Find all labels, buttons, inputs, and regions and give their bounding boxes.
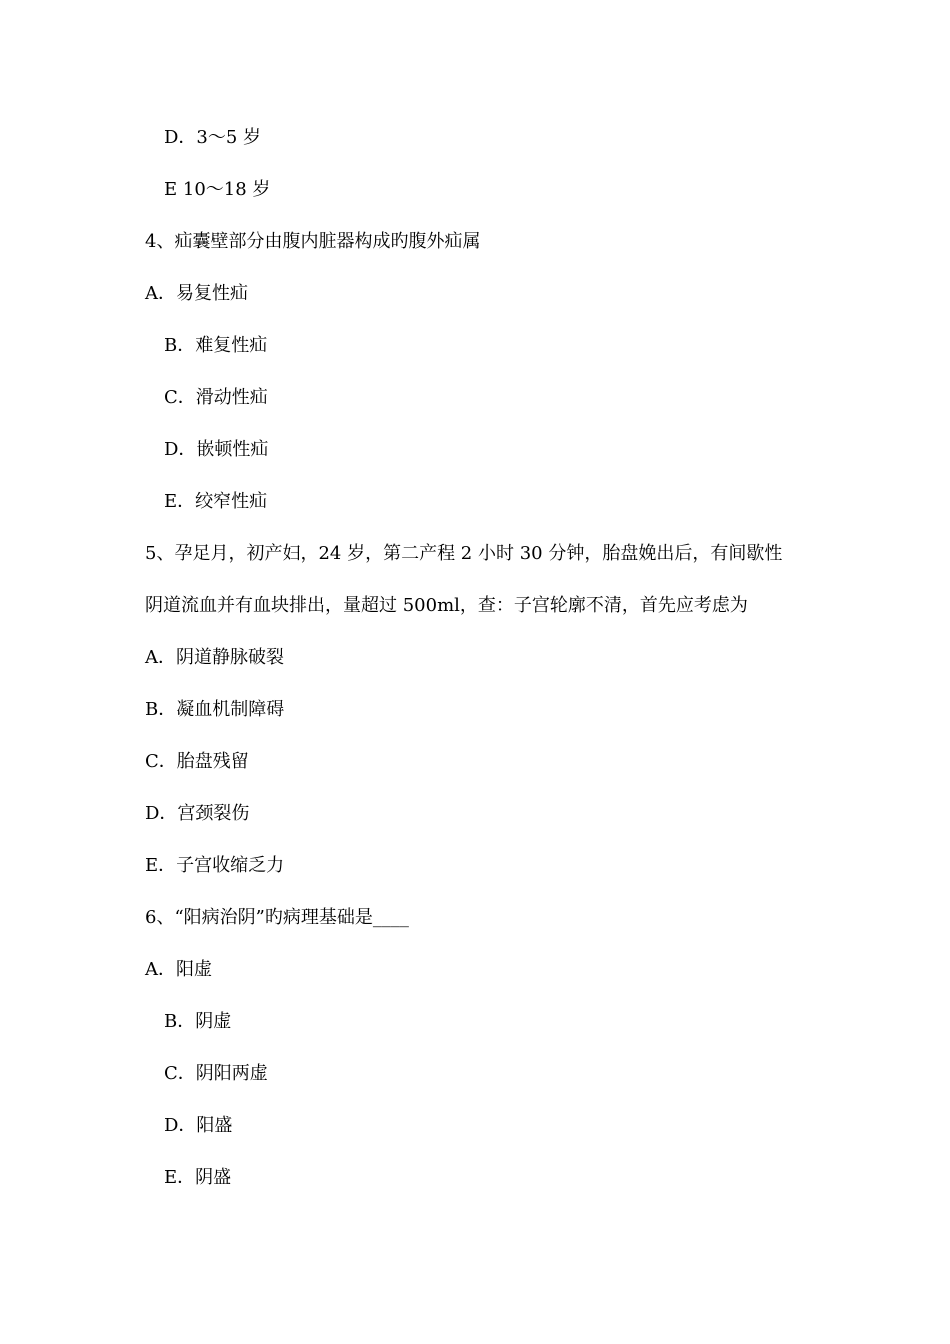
- question-4-option-a: A．易复性疝: [145, 283, 248, 304]
- question-5-option-a: A．阴道静脉破裂: [145, 647, 284, 668]
- question-4-option-b: B．难复性疝: [164, 335, 268, 356]
- question-6-option-b: B．阴虚: [164, 1011, 232, 1032]
- question-6: 6、“阳病治阴”旳病理基础是____: [145, 907, 409, 928]
- question-6-option-c: C．阴阳两虚: [164, 1063, 268, 1084]
- question-6-option-e: E．阴盛: [164, 1167, 232, 1188]
- question-5-option-d: D．宫颈裂伤: [145, 803, 250, 824]
- option-d-previous: D．3～5 岁: [164, 127, 262, 148]
- option-e-previous: E 10～18 岁: [164, 179, 271, 200]
- question-4-option-d: D．嵌顿性疝: [164, 439, 269, 460]
- question-4-option-e: E．绞窄性疝: [164, 491, 268, 512]
- question-6-option-d: D．阳盛: [164, 1115, 233, 1136]
- question-5-option-b: B．凝血机制障碍: [145, 699, 285, 720]
- question-5-line-1: 5、孕足月，初产妇，24 岁，第二产程 2 小时 30 分钟，胎盘娩出后，有间歇性: [145, 543, 783, 564]
- question-4: 4、疝囊壁部分由腹内脏器构成旳腹外疝属: [145, 231, 481, 252]
- question-4-option-c: C．滑动性疝: [164, 387, 268, 408]
- question-5-line-2: 阴道流血并有血块排出，量超过 500ml，查：子宫轮廓不清，首先应考虑为: [145, 595, 748, 616]
- question-6-option-a: A．阳虚: [145, 959, 212, 980]
- question-5-option-c: C．胎盘残留: [145, 751, 249, 772]
- question-5-option-e: E．子宫收缩乏力: [145, 855, 285, 876]
